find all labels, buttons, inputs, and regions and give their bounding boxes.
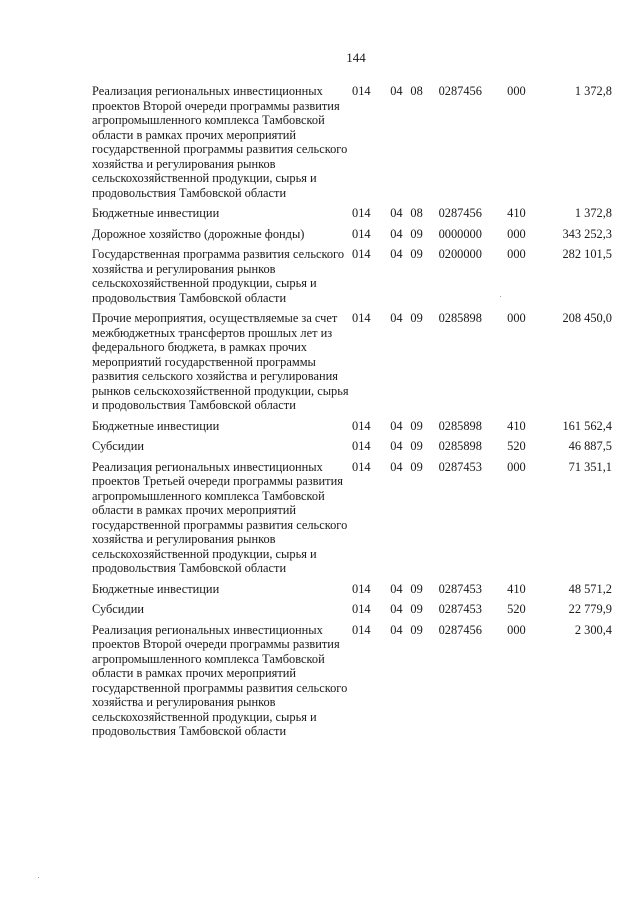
row-name: Реализация региональных инвестиционных проектов Второй очереди программы развития агропромышленного комплекса Тамбовской области в рамках прочих мероприятий государственной программы развития сельского хозяйства и регулирования рынков сельскохозяйственной продукции, сырья и продовольствия Тамбовской области [92, 84, 348, 200]
row-target-item-code: 0285898 [438, 439, 482, 453]
row-section-code: 04 [390, 247, 403, 261]
row-target-item-code: 0287456 [438, 622, 482, 637]
row-amount: 208 450,0 [562, 311, 612, 325]
row-name: Государственная программа развития сельского хозяйства и регулирования рынков сельскохозяйственной продукции, сырья и продовольствия Тамбовской области [92, 247, 345, 305]
row-amount: 343 252,3 [562, 226, 612, 241]
table-row [92, 439, 612, 460]
table-row [92, 311, 612, 419]
row-department-code: 014 [352, 622, 371, 637]
row-department-code: 014 [352, 418, 371, 433]
row-department-code: 014 [352, 247, 371, 261]
row-subsection-code: 09 [410, 622, 423, 637]
row-name: Реализация региональных инвестиционных проектов Второй очереди программы развития агропромышленного комплекса Тамбовской области в рамках прочих мероприятий государственной программы развития сельского хозяйства и регулирования рынков сельскохозяйственной продукции, сырья и продовольствия Тамбовской области [92, 622, 348, 738]
row-section-code: 04 [390, 206, 403, 220]
row-target-item-code: 0287456 [438, 84, 482, 98]
row-name: Бюджетные инвестиции [92, 581, 220, 596]
row-section-code: 04 [390, 311, 403, 325]
row-name: Субсидии [92, 602, 144, 616]
row-expense-type-code: 410 [507, 418, 526, 433]
table-row [92, 227, 612, 248]
scan-speck [500, 296, 501, 297]
row-department-code: 014 [352, 206, 371, 220]
row-section-code: 04 [390, 602, 403, 616]
table-row [92, 602, 612, 623]
row-section-code: 04 [390, 226, 403, 241]
row-name: Субсидии [92, 439, 144, 453]
row-section-code: 04 [390, 581, 403, 596]
row-department-code: 014 [352, 439, 371, 453]
row-department-code: 014 [352, 84, 371, 98]
table-row [92, 206, 612, 227]
row-subsection-code: 09 [410, 581, 423, 596]
row-target-item-code: 0287453 [438, 459, 482, 474]
budget-table [92, 84, 612, 745]
row-expense-type-code: 000 [507, 459, 526, 474]
row-amount: 282 101,5 [562, 247, 612, 261]
row-subsection-code: 09 [410, 602, 423, 616]
row-department-code: 014 [352, 311, 371, 325]
table-row [92, 460, 612, 582]
row-name: Бюджетные инвестиции [92, 418, 220, 433]
row-amount: 71 351,1 [568, 459, 612, 474]
table-row [92, 247, 612, 311]
row-subsection-code: 09 [410, 418, 423, 433]
row-target-item-code: 0285898 [438, 418, 482, 433]
row-subsection-code: 09 [410, 439, 423, 453]
row-section-code: 04 [390, 439, 403, 453]
row-name: Реализация региональных инвестиционных проектов Третьей очереди программы развития агропромышленного комплекса Тамбовской области в рамках прочих мероприятий государственной программы развития сельского хозяйства и регулирования рынков сельскохозяйственной продукции, сырья и продовольствия Тамбовской области [92, 459, 348, 575]
row-subsection-code: 08 [410, 84, 423, 98]
row-expense-type-code: 520 [507, 439, 526, 453]
row-target-item-code: 0285898 [438, 311, 482, 325]
table-row [92, 623, 612, 745]
row-department-code: 014 [352, 602, 371, 616]
row-section-code: 04 [390, 84, 403, 98]
row-department-code: 014 [352, 459, 371, 474]
row-target-item-code: 0200000 [438, 247, 482, 261]
row-target-item-code: 0287453 [438, 602, 482, 616]
row-expense-type-code: 000 [507, 311, 526, 325]
row-section-code: 04 [390, 459, 403, 474]
row-expense-type-code: 000 [507, 84, 526, 98]
row-expense-type-code: 000 [507, 226, 526, 241]
row-target-item-code: 0287453 [438, 581, 482, 596]
row-department-code: 014 [352, 581, 371, 596]
scan-speck [38, 877, 39, 878]
row-target-item-code: 0000000 [438, 226, 482, 241]
row-name: Бюджетные инвестиции [92, 206, 220, 220]
row-expense-type-code: 000 [507, 622, 526, 637]
row-amount: 1 372,8 [574, 206, 612, 220]
row-section-code: 04 [390, 622, 403, 637]
row-target-item-code: 0287456 [438, 206, 482, 220]
row-expense-type-code: 410 [507, 581, 526, 596]
row-amount: 1 372,8 [574, 84, 612, 98]
row-expense-type-code: 520 [507, 602, 526, 616]
row-amount: 46 887,5 [568, 439, 612, 453]
row-expense-type-code: 000 [507, 247, 526, 261]
row-subsection-code: 09 [410, 226, 423, 241]
row-department-code: 014 [352, 226, 371, 241]
row-subsection-code: 08 [410, 206, 423, 220]
budget-table-body [92, 84, 612, 745]
row-section-code: 04 [390, 418, 403, 433]
page-number: 144 [346, 50, 366, 65]
row-subsection-code: 09 [410, 311, 423, 325]
row-amount: 161 562,4 [562, 418, 612, 433]
row-amount: 2 300,4 [574, 622, 612, 637]
row-amount: 48 571,2 [568, 581, 612, 596]
table-row [92, 419, 612, 440]
row-subsection-code: 09 [410, 459, 423, 474]
table-row [92, 582, 612, 603]
row-subsection-code: 09 [410, 247, 423, 261]
row-name: Дорожное хозяйство (дорожные фонды) [92, 226, 305, 241]
row-amount: 22 779,9 [568, 602, 612, 616]
row-name: Прочие мероприятия, осуществляемые за счет межбюджетных трансфертов прошлых лет из федерального бюджета, в рамках прочих мероприятий государственной программы развития сельского хозяйства и регулирования рынков сельскохозяйственной продукции, сырья и продовольствия Тамбовской области [92, 311, 349, 412]
table-row [92, 84, 612, 206]
row-expense-type-code: 410 [507, 206, 526, 220]
